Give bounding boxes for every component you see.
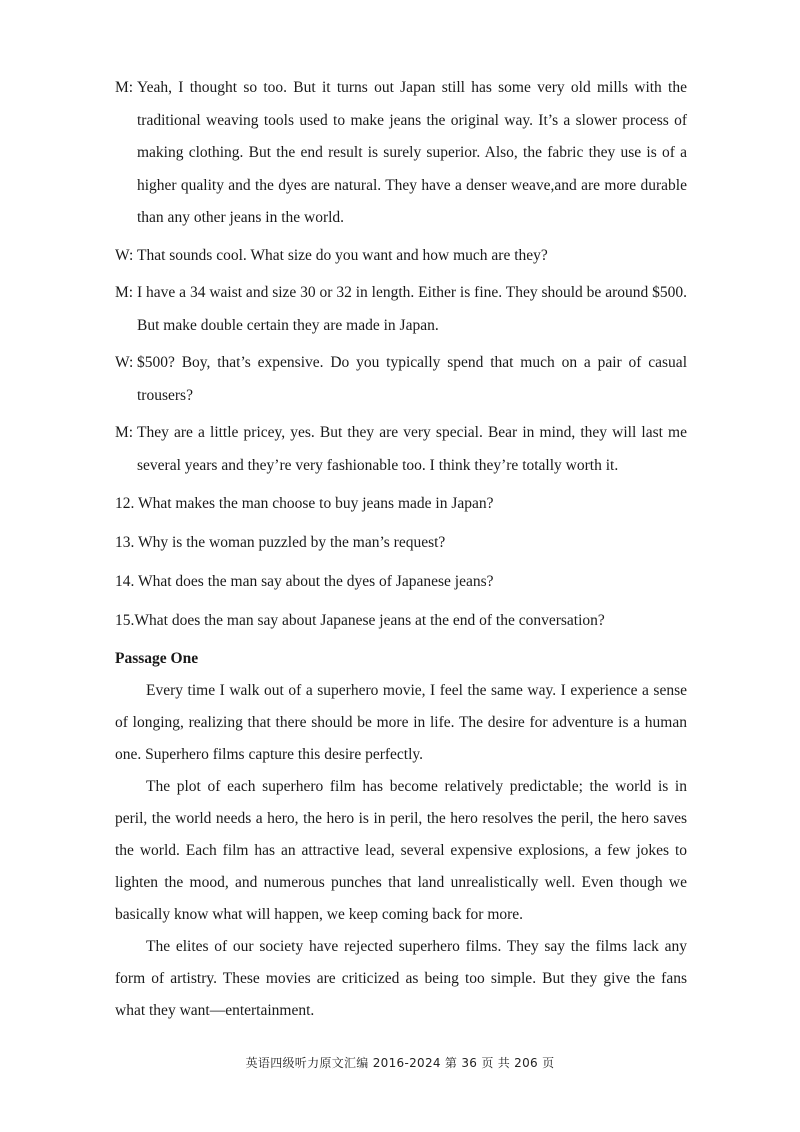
speaker-label: M: xyxy=(115,424,134,441)
speaker-label: W: xyxy=(115,246,134,264)
question-list xyxy=(115,487,687,637)
dialogue-turn xyxy=(115,72,687,235)
utterance-text: $500? Boy, that’s expensive. Do you typically spend that much on a pair of casual trousers? xyxy=(137,354,687,404)
passage-paragraph: Every time I walk out of a superhero movie, I feel the same way. I experience a sense of longing, realizing that there should be more in life. The desire for adventure is a human one. Superhero films capture this desire perfectly. xyxy=(115,682,687,763)
passage-heading: Passage One xyxy=(115,650,199,667)
dialogue-turn xyxy=(115,347,687,412)
question-item: 12. What makes the man choose to buy jeans made in Japan? xyxy=(115,495,494,512)
document-page xyxy=(115,72,687,1027)
question-item: 13. Why is the woman puzzled by the man’s request? xyxy=(115,534,446,551)
speaker-label: M: xyxy=(115,79,134,96)
dialogue-turn xyxy=(115,240,687,273)
passage-paragraph: The elites of our society have rejected superhero films. They say the films lack any form of artistry. These movies are criticized as being too simple. But they give the fans what they want—entertainment. xyxy=(115,938,687,1019)
question-item: 14. What does the man say about the dyes of Japanese jeans? xyxy=(115,573,494,590)
page-footer: 英语四级听力原文汇编 2016-2024 第 36 页 共 206 页 xyxy=(245,1056,555,1070)
dialogue-turn xyxy=(115,277,687,342)
passage-paragraph: The plot of each superhero film has become relatively predictable; the world is in peril, the world needs a hero, the hero is in peril, the hero resolves the peril, the hero saves the world. Each film has an attractive lead, several expensive explosions, a few jokes to lighten the mood, and numerous punches that land unrealistically well. Even though we basically know what will happen, we keep coming back for more. xyxy=(115,778,687,923)
dialogue-turn xyxy=(115,417,687,482)
utterance-text: Yeah, I thought so too. But it turns out Japan still has some very old mills with the traditional weaving tools used to make jeans the original way. It’s a slower process of making clothing. But the end result is surely superior. Also, the fabric they use is of a higher quality and the dyes are natural. They have a denser weave,and are more durable than any other jeans in the world. xyxy=(137,79,687,226)
utterance-text: I have a 34 waist and size 30 or 32 in length. Either is fine. They should be around $500. But make double certain they are made in Japan. xyxy=(137,284,687,334)
utterance-text: They are a little pricey, yes. But they are very special. Bear in mind, they will last me several years and they’re very fashionable too. I think they’re totally worth it. xyxy=(137,424,687,474)
question-item: 15.What does the man say about Japanese jeans at the end of the conversation? xyxy=(115,612,605,629)
speaker-label: W: xyxy=(115,354,134,371)
utterance-text: That sounds cool. What size do you want and how much are they? xyxy=(137,246,548,264)
speaker-label: M: xyxy=(115,284,134,301)
